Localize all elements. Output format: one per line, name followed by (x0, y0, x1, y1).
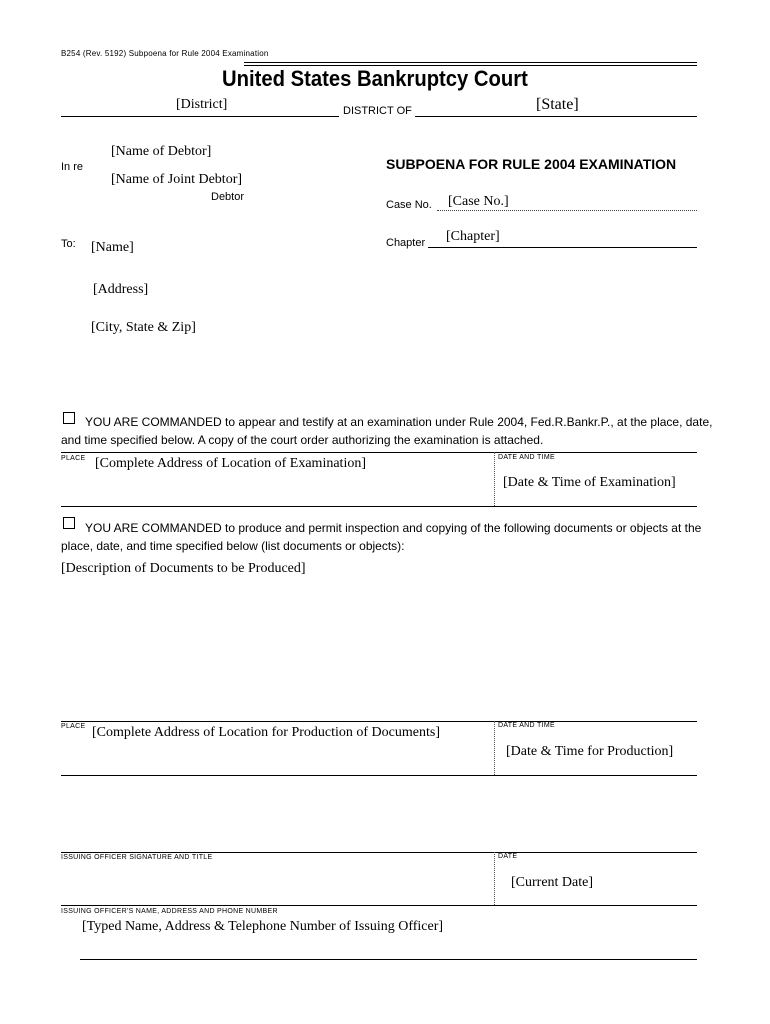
production-command-line1: YOU ARE COMMANDED to produce and permit inspection and copying of the following documents or objects at the (85, 521, 702, 535)
issuing-top-rule (61, 852, 697, 853)
chapter-label: Chapter (386, 237, 426, 249)
district-underline (61, 116, 339, 117)
district-of-label: DISTRICT OF (343, 105, 412, 117)
issuing-bottom-rule (80, 959, 697, 960)
examination-command-line1: YOU ARE COMMANDED to appear and testify at an examination under Rule 2004, Fed.R.Bankr.P., at the place, date, (85, 415, 713, 429)
examination-place-top-rule (61, 452, 697, 453)
case-no-label: Case No. (386, 199, 432, 211)
chapter-underline (428, 247, 697, 248)
state-field[interactable]: [State] (536, 96, 579, 113)
in-re-label: In re (61, 161, 84, 173)
issuing-middle-rule (61, 905, 697, 906)
examination-datetime-field[interactable]: [Date & Time of Examination] (503, 475, 676, 490)
recipient-address-field[interactable]: [Address] (93, 282, 149, 297)
case-no-field[interactable]: [Case No.] (448, 194, 509, 209)
production-checkbox[interactable] (63, 517, 75, 529)
examination-checkbox[interactable] (63, 412, 75, 424)
examination-place-label: PLACE (61, 455, 86, 462)
issuing-divider (494, 852, 495, 905)
debtor-name-field[interactable]: [Name of Debtor] (111, 144, 212, 159)
issuing-signature-label: ISSUING OFFICER SIGNATURE AND TITLE (61, 854, 213, 861)
production-divider (494, 721, 495, 775)
production-command-line2: place, date, and time specified below (list documents or objects): (61, 539, 405, 553)
production-datetime-field[interactable]: [Date & Time for Production] (506, 744, 674, 759)
issuing-date-label: DATE (498, 853, 518, 860)
production-place-field[interactable]: [Complete Address of Location for Production of Documents] (92, 725, 440, 740)
issuing-name-field[interactable]: [Typed Name, Address & Telephone Number of Issuing Officer] (82, 919, 444, 934)
state-underline (415, 116, 697, 117)
examination-place-field[interactable]: [Complete Address of Location of Examination] (95, 456, 366, 471)
joint-debtor-name-field[interactable]: [Name of Joint Debtor] (111, 172, 243, 187)
header-rule-top (244, 62, 697, 63)
district-field[interactable]: [District] (176, 97, 228, 112)
to-label: To: (61, 238, 76, 250)
production-place-bottom-rule (61, 775, 697, 776)
chapter-field[interactable]: [Chapter] (446, 229, 500, 244)
issuing-name-label: ISSUING OFFICER'S NAME, ADDRESS AND PHONE NUMBER (61, 908, 278, 915)
debtor-label: Debtor (211, 191, 245, 203)
court-title: United States Bankruptcy Court (222, 66, 528, 91)
production-place-label: PLACE (61, 723, 86, 730)
issuing-date-field[interactable]: [Current Date] (511, 875, 594, 890)
production-place-top-rule (61, 721, 697, 722)
recipient-city-state-zip-field[interactable]: [City, State & Zip] (91, 320, 196, 335)
examination-divider (494, 452, 495, 506)
production-datetime-label: DATE AND TIME (498, 722, 555, 729)
examination-place-bottom-rule (61, 506, 697, 507)
examination-command-line2: and time specified below. A copy of the court order authorizing the examination is attached. (61, 433, 544, 447)
documents-description-field[interactable]: [Description of Documents to be Produced] (61, 561, 306, 576)
recipient-name-field[interactable]: [Name] (91, 240, 134, 255)
examination-datetime-label: DATE AND TIME (498, 454, 555, 461)
subpoena-title: SUBPOENA FOR RULE 2004 EXAMINATION (386, 156, 677, 172)
form-id: B254 (Rev. 5192) Subpoena for Rule 2004 Examination (61, 49, 269, 58)
case-no-underline (437, 210, 697, 211)
